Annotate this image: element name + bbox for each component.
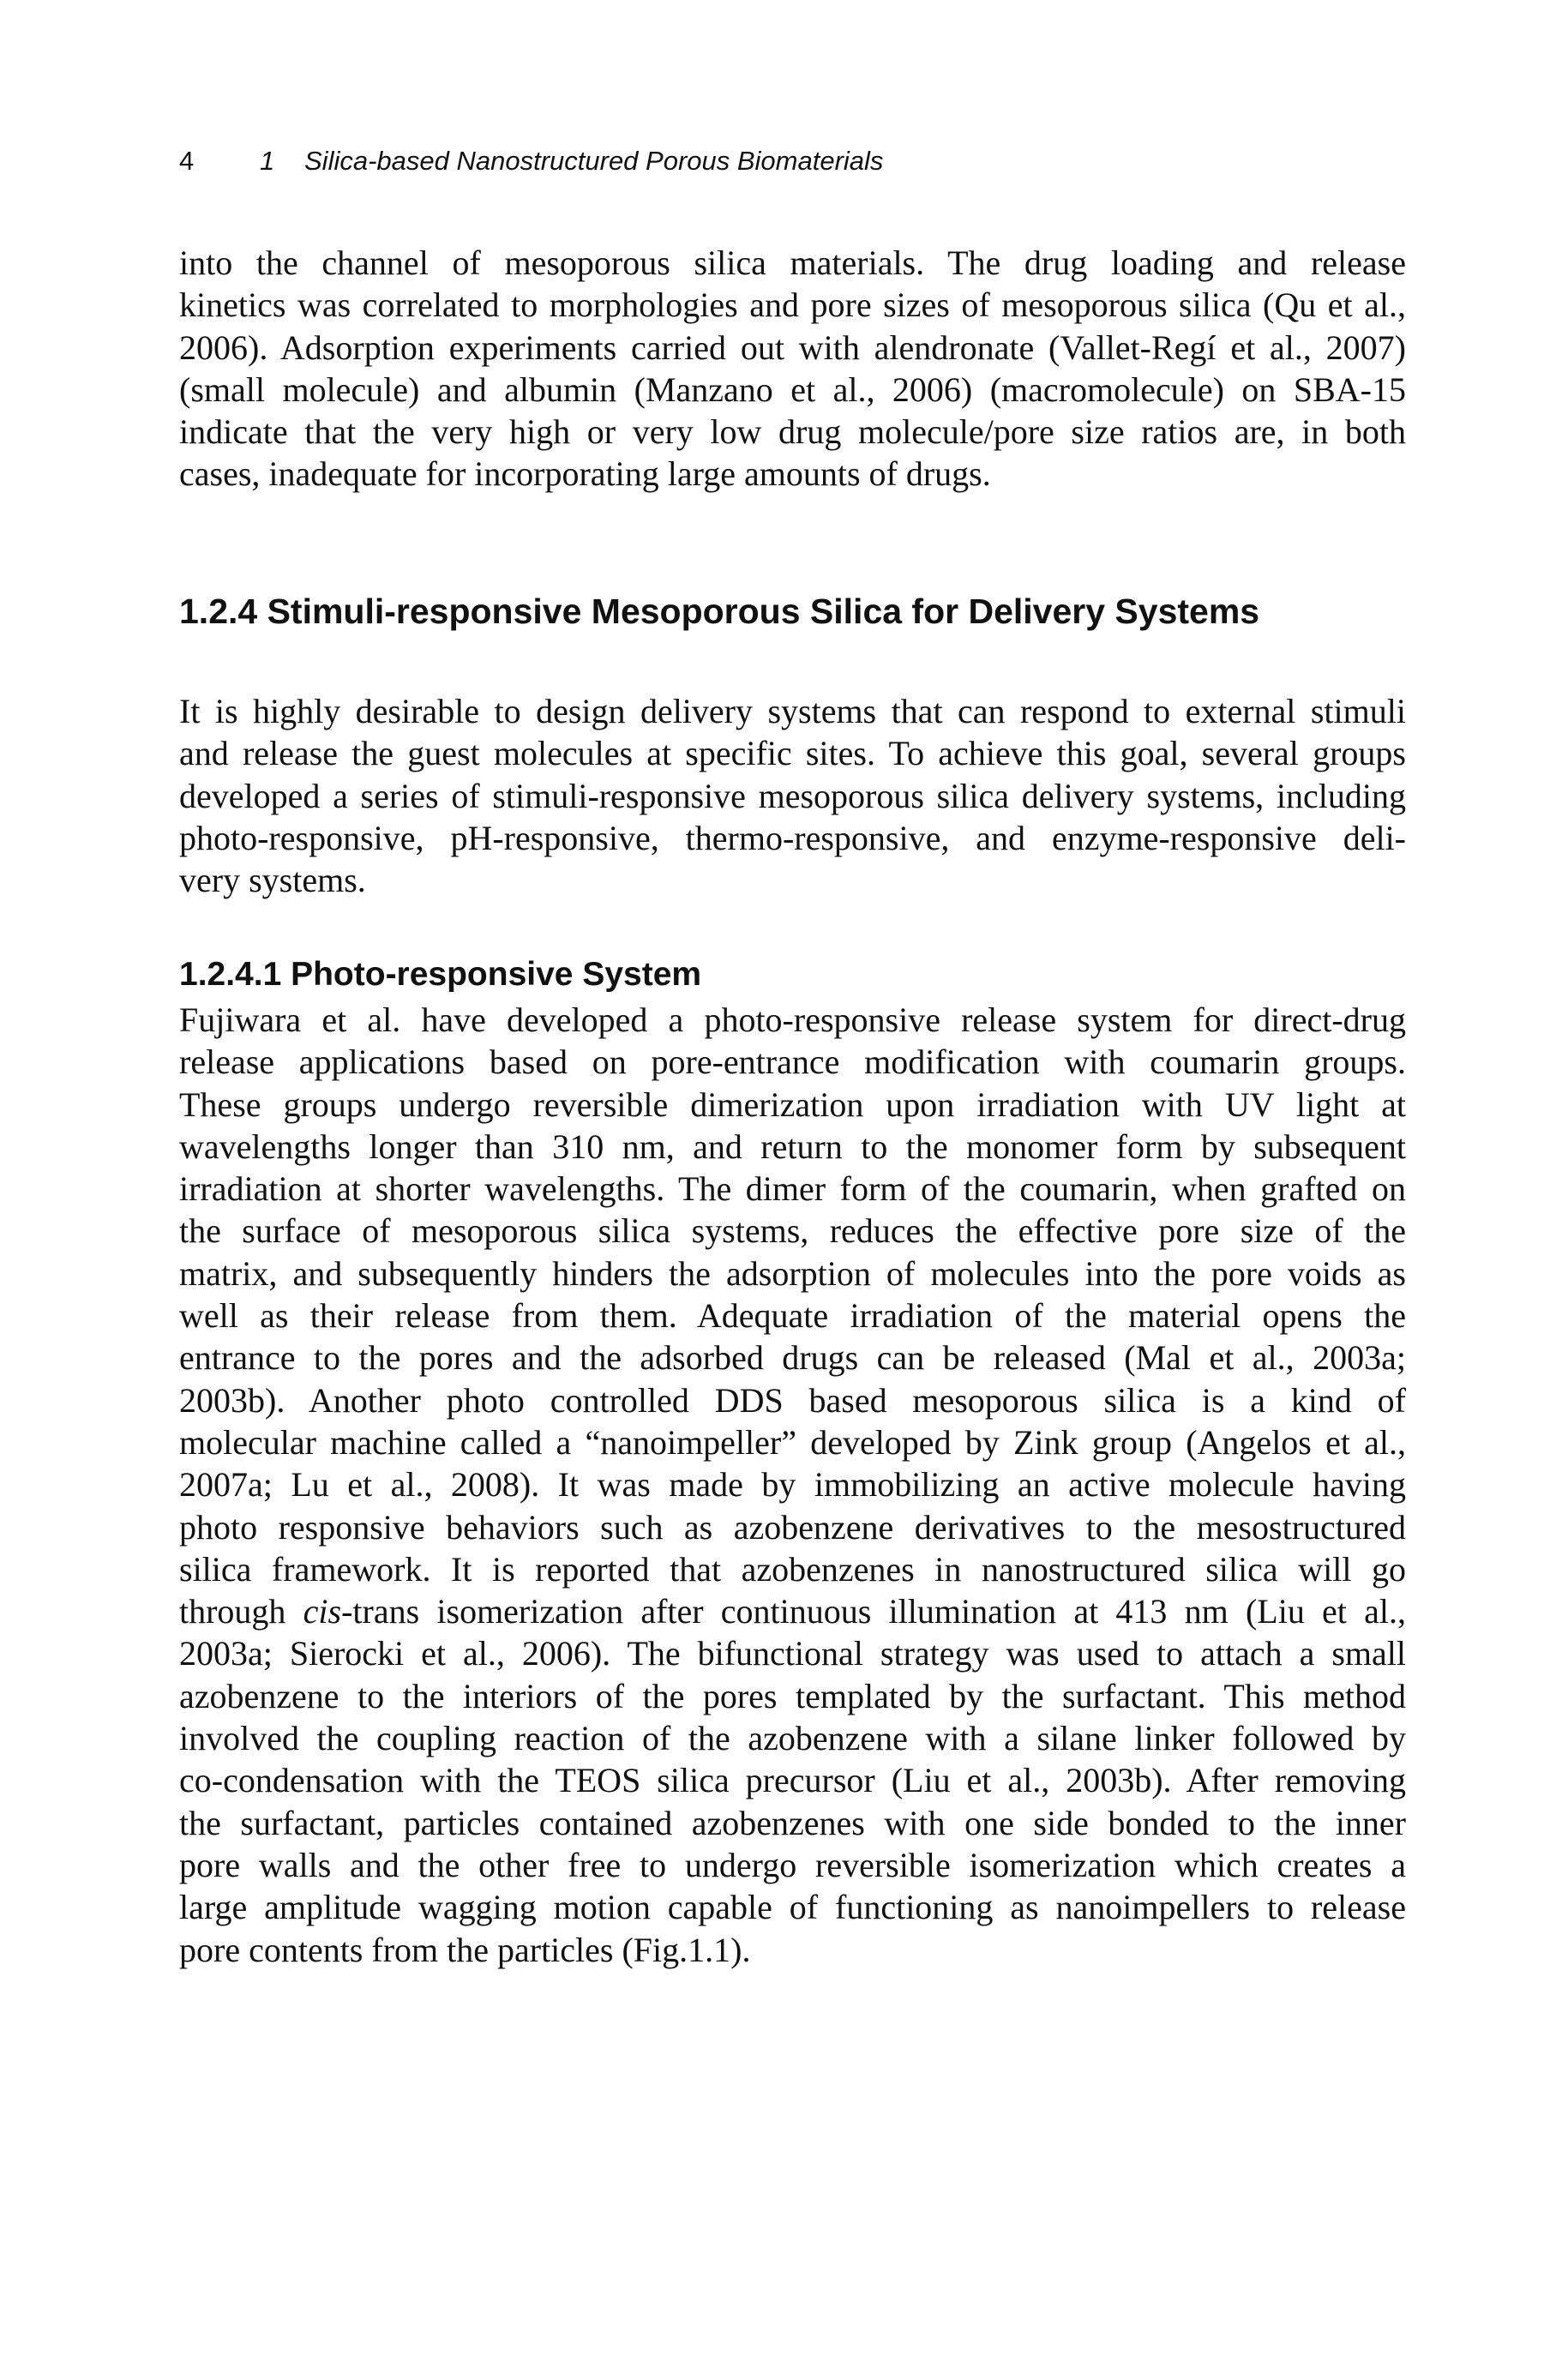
chapter-number: 1 <box>260 146 275 176</box>
text-line: co-condensation with the TEOS silica precursor (Liu et al., 2003b). After removing <box>179 1761 1406 1800</box>
text-line: entrance to the pores and the adsorbed drugs can be released (Mal et al., 2003a; <box>179 1338 1406 1378</box>
text-line: pore contents from the particles (Fig.1.1). <box>179 1930 751 1969</box>
text-line: large amplitude wagging motion capable of functioning as nanoimpellers to release <box>179 1888 1406 1927</box>
text-line: very systems. <box>179 861 366 900</box>
text-line: 2003b). Another photo controlled DDS based mesoporous silica is a kind of <box>179 1380 1406 1420</box>
text-line: molecular machine called a “nanoimpeller” developed by Zink group (Angelos et al., <box>179 1422 1406 1462</box>
text-line: wavelengths longer than 310 nm, and return to the monomer form by subsequent <box>179 1126 1406 1166</box>
text-line: cases, inadequate for incorporating large amounts of drugs. <box>179 454 991 494</box>
text-line: photo-responsive, pH-responsive, thermo-responsive, and enzyme-responsive deli- <box>179 818 1406 857</box>
paragraph-stimuli-responsive-intro <box>179 690 1406 901</box>
running-header-title: Silica-based Nanostructured Porous Biomaterials <box>304 146 884 176</box>
text-line: well as their release from them. Adequate irradiation of the material opens the <box>179 1296 1406 1336</box>
text-line: silica framework. It is reported that azobenzenes in nanostructured silica will go <box>179 1549 1406 1589</box>
text-line: pore walls and the other free to undergo reversible isomerization which creates a <box>179 1845 1406 1884</box>
page-number: 4 <box>179 146 195 176</box>
text-line: 2007a; Lu et al., 2008). It was made by immobilizing an active molecule having <box>179 1465 1406 1505</box>
text-line: indicate that the very high or very low drug molecule/pore size ratios are, in both <box>179 412 1406 452</box>
text-segment: through <box>179 1592 303 1631</box>
text-line: into the channel of mesoporous silica materials. The drug loading and release <box>179 243 1406 282</box>
text-line: irradiation at shorter wavelengths. The dimer form of the coumarin, when grafted on <box>179 1169 1406 1209</box>
text-line: involved the coupling reaction of the azobenzene with a silane linker followed by <box>179 1719 1406 1758</box>
paragraph-pore-size-ratios <box>179 242 1406 496</box>
text-line: release applications based on pore-entrance modification with coumarin groups. <box>179 1042 1406 1082</box>
text-line: developed a series of stimuli-responsive mesoporous silica delivery systems, including <box>179 776 1406 815</box>
text-segment: -trans isomerization after continuous illumination at 413 nm (Liu et al., <box>341 1592 1406 1631</box>
italic-term: cis <box>303 1592 342 1631</box>
text-line: photo responsive behaviors such as azobenzene derivatives to the mesostructured <box>179 1507 1406 1547</box>
text-line: 2003a; Sierocki et al., 2006). The bifunctional strategy was used to attach a small <box>179 1634 1406 1673</box>
paragraph-photo-responsive-system <box>179 999 1406 1971</box>
text-line: Fujiwara et al. have developed a photo-responsive release system for direct-drug <box>179 1000 1406 1039</box>
text-line <box>179 1590 1406 1632</box>
text-line: matrix, and subsequently hinders the adsorption of molecules into the pore voids as <box>179 1253 1406 1293</box>
text-line: (small molecule) and albumin (Manzano et al., 2006) (macromolecule) on SBA-15 <box>179 369 1406 409</box>
section-heading: 1.2.4 Stimuli-responsive Mesoporous Silica for Delivery Systems <box>179 592 1260 631</box>
text-line: kinetics was correlated to morphologies and pore sizes of mesoporous silica (Qu et al., <box>179 285 1406 325</box>
text-line: the surfactant, particles contained azobenzenes with one side bonded to the inner <box>179 1803 1406 1842</box>
text-line: the surface of mesoporous silica systems, reduces the effective pore size of the <box>179 1211 1406 1251</box>
text-line: It is highly desirable to design delivery systems that can respond to external stimuli <box>179 692 1406 730</box>
text-line: azobenzene to the interiors of the pores templated by the surfactant. This method <box>179 1676 1406 1715</box>
text-line: and release the guest molecules at specific sites. To achieve this goal, several groups <box>179 734 1406 773</box>
text-line: These groups undergo reversible dimerization upon irradiation with UV light at <box>179 1084 1406 1124</box>
subsection-heading: 1.2.4.1 Photo-responsive System <box>179 956 702 993</box>
text-line: 2006). Adsorption experiments carried out with alendronate (Vallet-Regí et al., 2007) <box>179 327 1406 367</box>
